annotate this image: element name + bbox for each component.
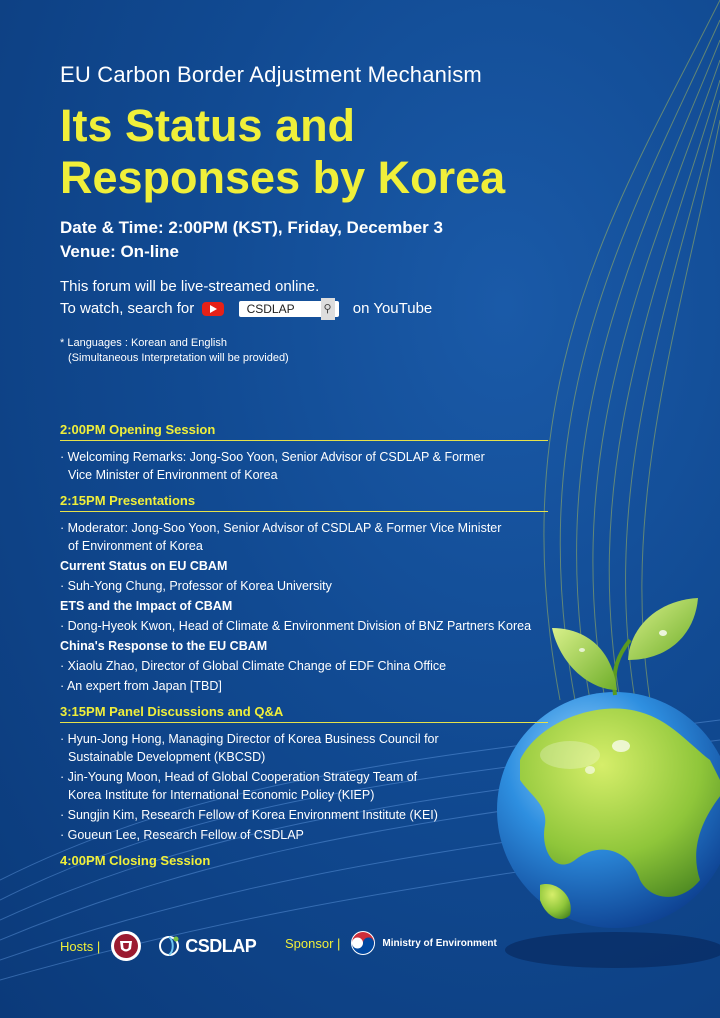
search-term: CSDLAP	[246, 302, 295, 317]
venue: Venue: On-line	[60, 242, 180, 261]
panelist-2: · Jin-Young Moon, Head of Global Cooperation Strategy Team of	[60, 770, 418, 784]
hosts-row	[60, 930, 256, 962]
csdlap-logo-icon	[156, 933, 182, 959]
topic-3: China's Response to the EU CBAM	[60, 639, 268, 653]
topic-3-speaker-1: · Xiaolu Zhao, Director of Global Climate Change of EDF China Office	[60, 659, 447, 673]
topic-2: ETS and the Impact of CBAM	[60, 599, 233, 613]
watch-suffix: on YouTube	[352, 300, 433, 317]
topic-1-speaker: · Suh-Yong Chung, Professor of Korea University	[60, 579, 332, 593]
youtube-search-box	[239, 301, 339, 317]
opening-item-1: · Welcoming Remarks: Jong-Soo Yoon, Senior Advisor of CSDLAP & Former	[60, 450, 485, 464]
search-icon: ⚲	[321, 298, 335, 320]
youtube-icon	[202, 302, 224, 316]
panel-section	[60, 704, 548, 844]
languages: * Languages : Korean and English	[60, 337, 227, 349]
opening-heading: 2:00PM Opening Session	[60, 422, 548, 441]
title-line-2: Responses by Korea	[60, 152, 506, 203]
panelist-2-cont: Korea Institute for International Economic Policy (KIEP)	[68, 788, 375, 802]
opening-section	[60, 422, 548, 484]
korea-taegeuk-icon	[350, 930, 376, 956]
topic-2-speaker: · Dong-Hyeok Kwon, Head of Climate & Environment Division of BNZ Partners Korea	[60, 619, 532, 633]
topic-3-speaker-2: · An expert from Japan [TBD]	[60, 679, 222, 693]
leaf-sprout-illustration	[552, 598, 698, 695]
panelist-1-cont: Sustainable Development (KBCSD)	[68, 750, 266, 764]
panelist-4: · Goueun Lee, Research Fellow of CSDLAP	[60, 828, 304, 842]
languages-note	[60, 336, 289, 366]
panelist-1: · Hyun-Jong Hong, Managing Director of Korea Business Council for	[60, 732, 439, 746]
title-line-1: Its Status and	[60, 100, 356, 151]
closing-heading: 4:00PM Closing Session	[60, 853, 211, 868]
date-venue-block	[60, 216, 443, 264]
event-subtitle: EU Carbon Border Adjustment Mechanism	[60, 62, 482, 87]
sponsor-label: Sponsor |	[285, 935, 341, 951]
university-emblem-icon	[110, 930, 142, 962]
presentations-heading: 2:15PM Presentations	[60, 493, 548, 512]
date-time: Date & Time: 2:00PM (KST), Friday, December 3	[60, 218, 443, 237]
event-title	[60, 100, 580, 204]
sponsor-row	[285, 930, 497, 956]
presentations-section	[60, 493, 548, 695]
watch-prefix: To watch, search for	[60, 300, 195, 317]
interpretation-note: (Simultaneous Interpretation will be provided)	[68, 352, 289, 364]
hosts-label: Hosts |	[60, 938, 101, 954]
ministry-name: Ministry of Environment	[382, 937, 497, 949]
csdlap-logo-text: CSDLAP	[185, 935, 257, 956]
livestream-info	[60, 276, 432, 320]
panel-heading: 3:15PM Panel Discussions and Q&A	[60, 704, 548, 723]
watch-line	[60, 298, 432, 320]
livestream-text: This forum will be live-streamed online.	[60, 278, 320, 295]
moderator-cont: of Environment of Korea	[68, 539, 203, 553]
moderator: · Moderator: Jong-Soo Yoon, Senior Advisor of CSDLAP & Former Vice Minister	[60, 521, 502, 535]
topic-1: Current Status on EU CBAM	[60, 559, 228, 573]
opening-item-1-cont: Vice Minister of Environment of Korea	[68, 468, 278, 482]
panelist-3: · Sungjin Kim, Research Fellow of Korea Environment Institute (KEI)	[60, 808, 438, 822]
